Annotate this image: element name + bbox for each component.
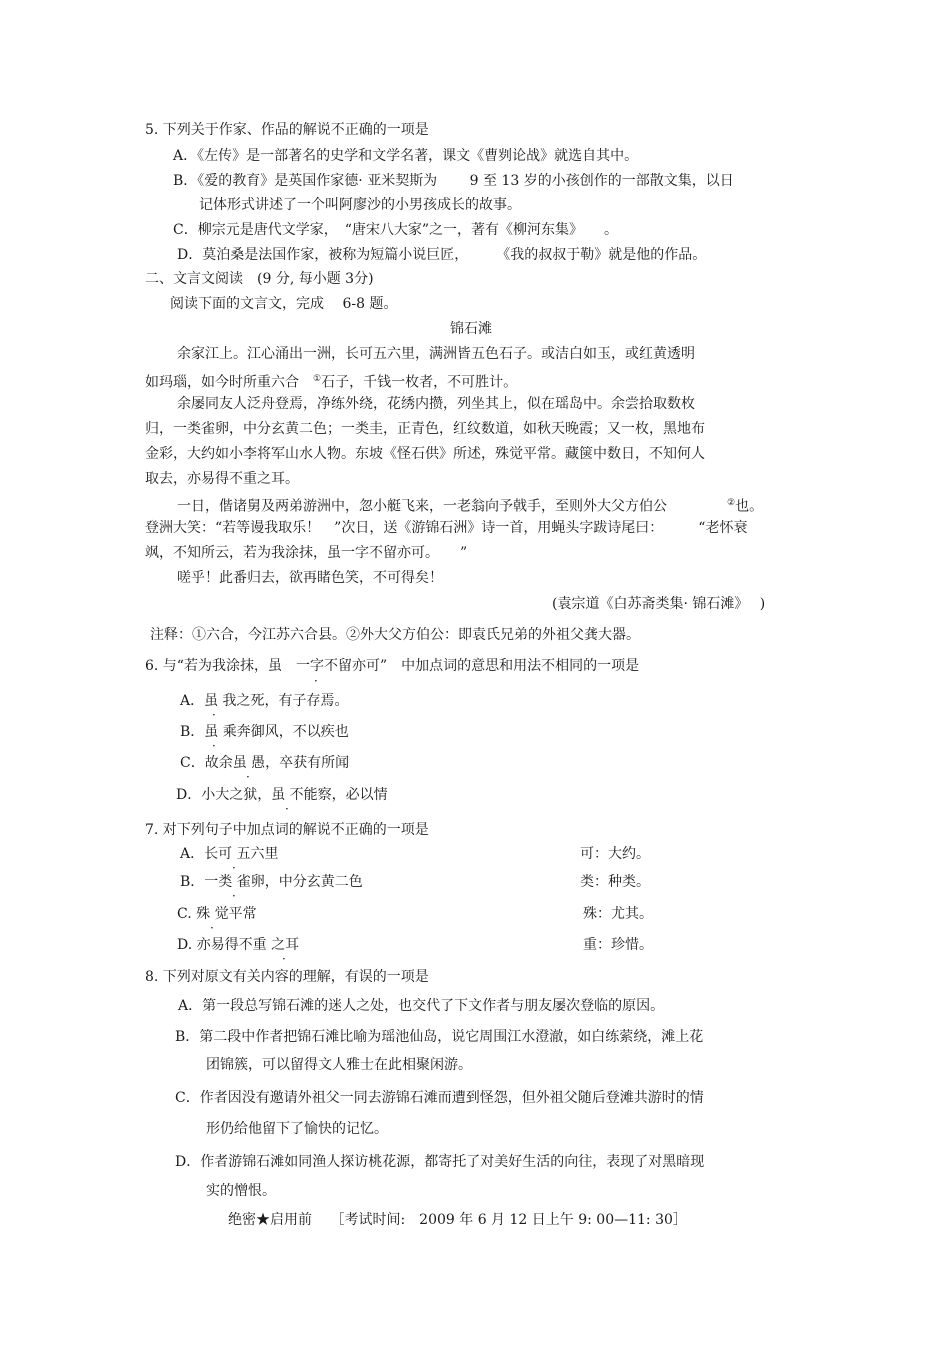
passage-p3-line1: 一日，偕诸舅及两弟游洲中，忽小艇飞来，一老翁向予戟手，至则外大父方伯公 ②也。 — [177, 498, 764, 515]
section2-instruction: 阅读下面的文言文，完成 6-8 题。 — [170, 296, 398, 312]
emphasis-dot: · — [285, 802, 289, 816]
passage-p4: 嗟乎！此番归去，欲再睹色笑，不可得矣！ — [177, 570, 443, 586]
q5-option-d: D．莫泊桑是法国作家，被称为短篇小说巨匠， 《我的叔叔于勒》就是他的作品。 — [177, 247, 707, 263]
q7-option-d-explanation: 重：珍惜。 — [583, 937, 653, 953]
q7-option-c: C. 殊 觉平常 — [177, 906, 257, 922]
q6-option-c: C．故余虽 愚，卒获有所闻 — [180, 755, 350, 771]
q8-option-b-line1: B．第二段中作者把锦石滩比喻为瑶池仙岛，说它周围江水澄澈，如白练萦绕，滩上花 — [175, 1029, 704, 1045]
passage-p3-line2: 登洲大笑：“若等谩我取乐！ ”次日，送《游锦石洲》诗一首，用蝇头字跋诗尾曰： “老怀衰 — [145, 520, 748, 536]
q7-option-b-explanation: 类：种类。 — [580, 874, 650, 890]
passage-p3-line3: 飒，不知所云，若为我涂抹，虽一字不留亦可。 ” — [145, 545, 468, 561]
q7-stem: 7. 对下列句子中加点词的解说不正确的一项是 — [145, 822, 429, 838]
emphasis-dot: · — [212, 739, 216, 753]
q6-stem: 6. 与“若为我涂抹，虽 一字不留亦可” 中加点词的意思和用法不相同的一项是 — [145, 658, 640, 674]
q5-option-a: A．《左传》是一部著名的史学和文学名著，课文《曹刿论战》就选自其中。 — [173, 148, 639, 164]
passage-p2-line4: 取去，亦易得不重之耳。 — [145, 471, 299, 487]
passage-notes: 注释：①六合，今江苏六合县。②外大父方伯公：即袁氏兄弟的外祖父龚大器。 — [150, 627, 640, 643]
q8-option-b-line2: 团锦簇，可以留得文人雅士在此相聚闲游。 — [206, 1057, 472, 1073]
q5-option-c: C．柳宗元是唐代文学家， “唐宋八大家”之一，著有《柳河东集》 。 — [173, 222, 619, 238]
passage-p2-line3: 金彩，大约如小李将军山水人物。东坡《怪石供》所述，殊觉平常。藏箧中数日，不知何人 — [145, 446, 705, 462]
q7-option-a: A．长可 五六里 — [180, 846, 279, 862]
emphasis-dot: · — [212, 708, 216, 722]
q7-option-b: B．一类 雀卵，中分玄黄二色 — [180, 874, 363, 890]
q8-option-a: A．第一段总写锦石滩的迷人之处，也交代了下文作者与朋友屡次登临的原因。 — [178, 998, 665, 1014]
passage-p2-line2: 归，一类雀卵，中分玄黄二色；一类圭，正青色，红纹数道，如秋天晚霞；又一枚，黑地布 — [145, 421, 705, 437]
emphasis-dot: · — [232, 889, 236, 903]
q6-option-d: D．小大之狱，虽 不能察，必以情 — [176, 787, 388, 803]
q5-option-b-line2: 记体形式讲述了一个叫阿廖沙的小男孩成长的故事。 — [199, 197, 521, 213]
passage-p2-line1: 余屡同友人泛舟登焉，净练外绕，花绣内攒，列坐其上，似在瑶岛中。余尝拾取数枚 — [177, 396, 695, 412]
q8-option-c-line2: 形仍给他留下了愉快的记忆。 — [206, 1121, 388, 1137]
emphasis-dot: · — [246, 770, 250, 784]
q7-option-c-explanation: 殊：尤其。 — [583, 906, 653, 922]
q5-option-b-line1: B．《爱的教育》是英国作家德· 亚米契斯为 9 至 13 岁的小孩创作的一部散文集，以日 — [173, 173, 734, 189]
emphasis-dot: · — [314, 674, 318, 688]
passage-p1-line2: 如玛瑙，如今时所重六合 ①石子，千钱一枚者，不可胜计。 — [145, 374, 518, 391]
exam-time-footer: 绝密★启用前 ［考试时间: 2009 年 6 月 12 日上午 9: 00—11: 30］ — [228, 1212, 687, 1228]
footnote-mark-1: ① — [313, 374, 322, 384]
q8-stem: 8. 下列对原文有关内容的理解，有误的一项是 — [145, 969, 429, 985]
q7-option-a-explanation: 可：大约。 — [580, 846, 650, 862]
passage-source: (袁宗道《白苏斋类集· 锦石滩》 ) — [552, 596, 766, 612]
section2-heading: 二、文言文阅读 (9 分, 每小题 3分) — [145, 271, 374, 287]
q7-option-d: D. 亦易得不重 之耳 — [177, 937, 300, 953]
q5-stem: 5. 下列关于作家、作品的解说不正确的一项是 — [145, 122, 429, 138]
footnote-mark-2: ② — [727, 498, 736, 508]
q8-option-c-line1: C．作者因没有邀请外祖父一同去游锦石滩而遭到怪怨，但外祖父随后登滩共游时的情 — [175, 1090, 704, 1106]
q6-option-b: B．虽 乘奔御风，不以疾也 — [180, 724, 349, 740]
q8-option-d-line2: 实的憎恨。 — [206, 1183, 276, 1199]
passage-title: 锦石滩 — [450, 321, 492, 337]
q6-option-a: A．虽 我之死，有子存焉。 — [180, 693, 349, 709]
q8-option-d-line1: D．作者游锦石滩如同渔人探访桃花源，都寄托了对美好生活的向往，表现了对黑暗现 — [175, 1154, 705, 1170]
emphasis-dot: · — [282, 952, 286, 966]
passage-p1-line1: 余家江上。江心涌出一洲，长可五六里，满洲皆五色石子。或洁白如玉，或红黄透明 — [177, 346, 695, 362]
emphasis-dot: · — [232, 861, 236, 875]
emphasis-dot: · — [210, 921, 214, 935]
